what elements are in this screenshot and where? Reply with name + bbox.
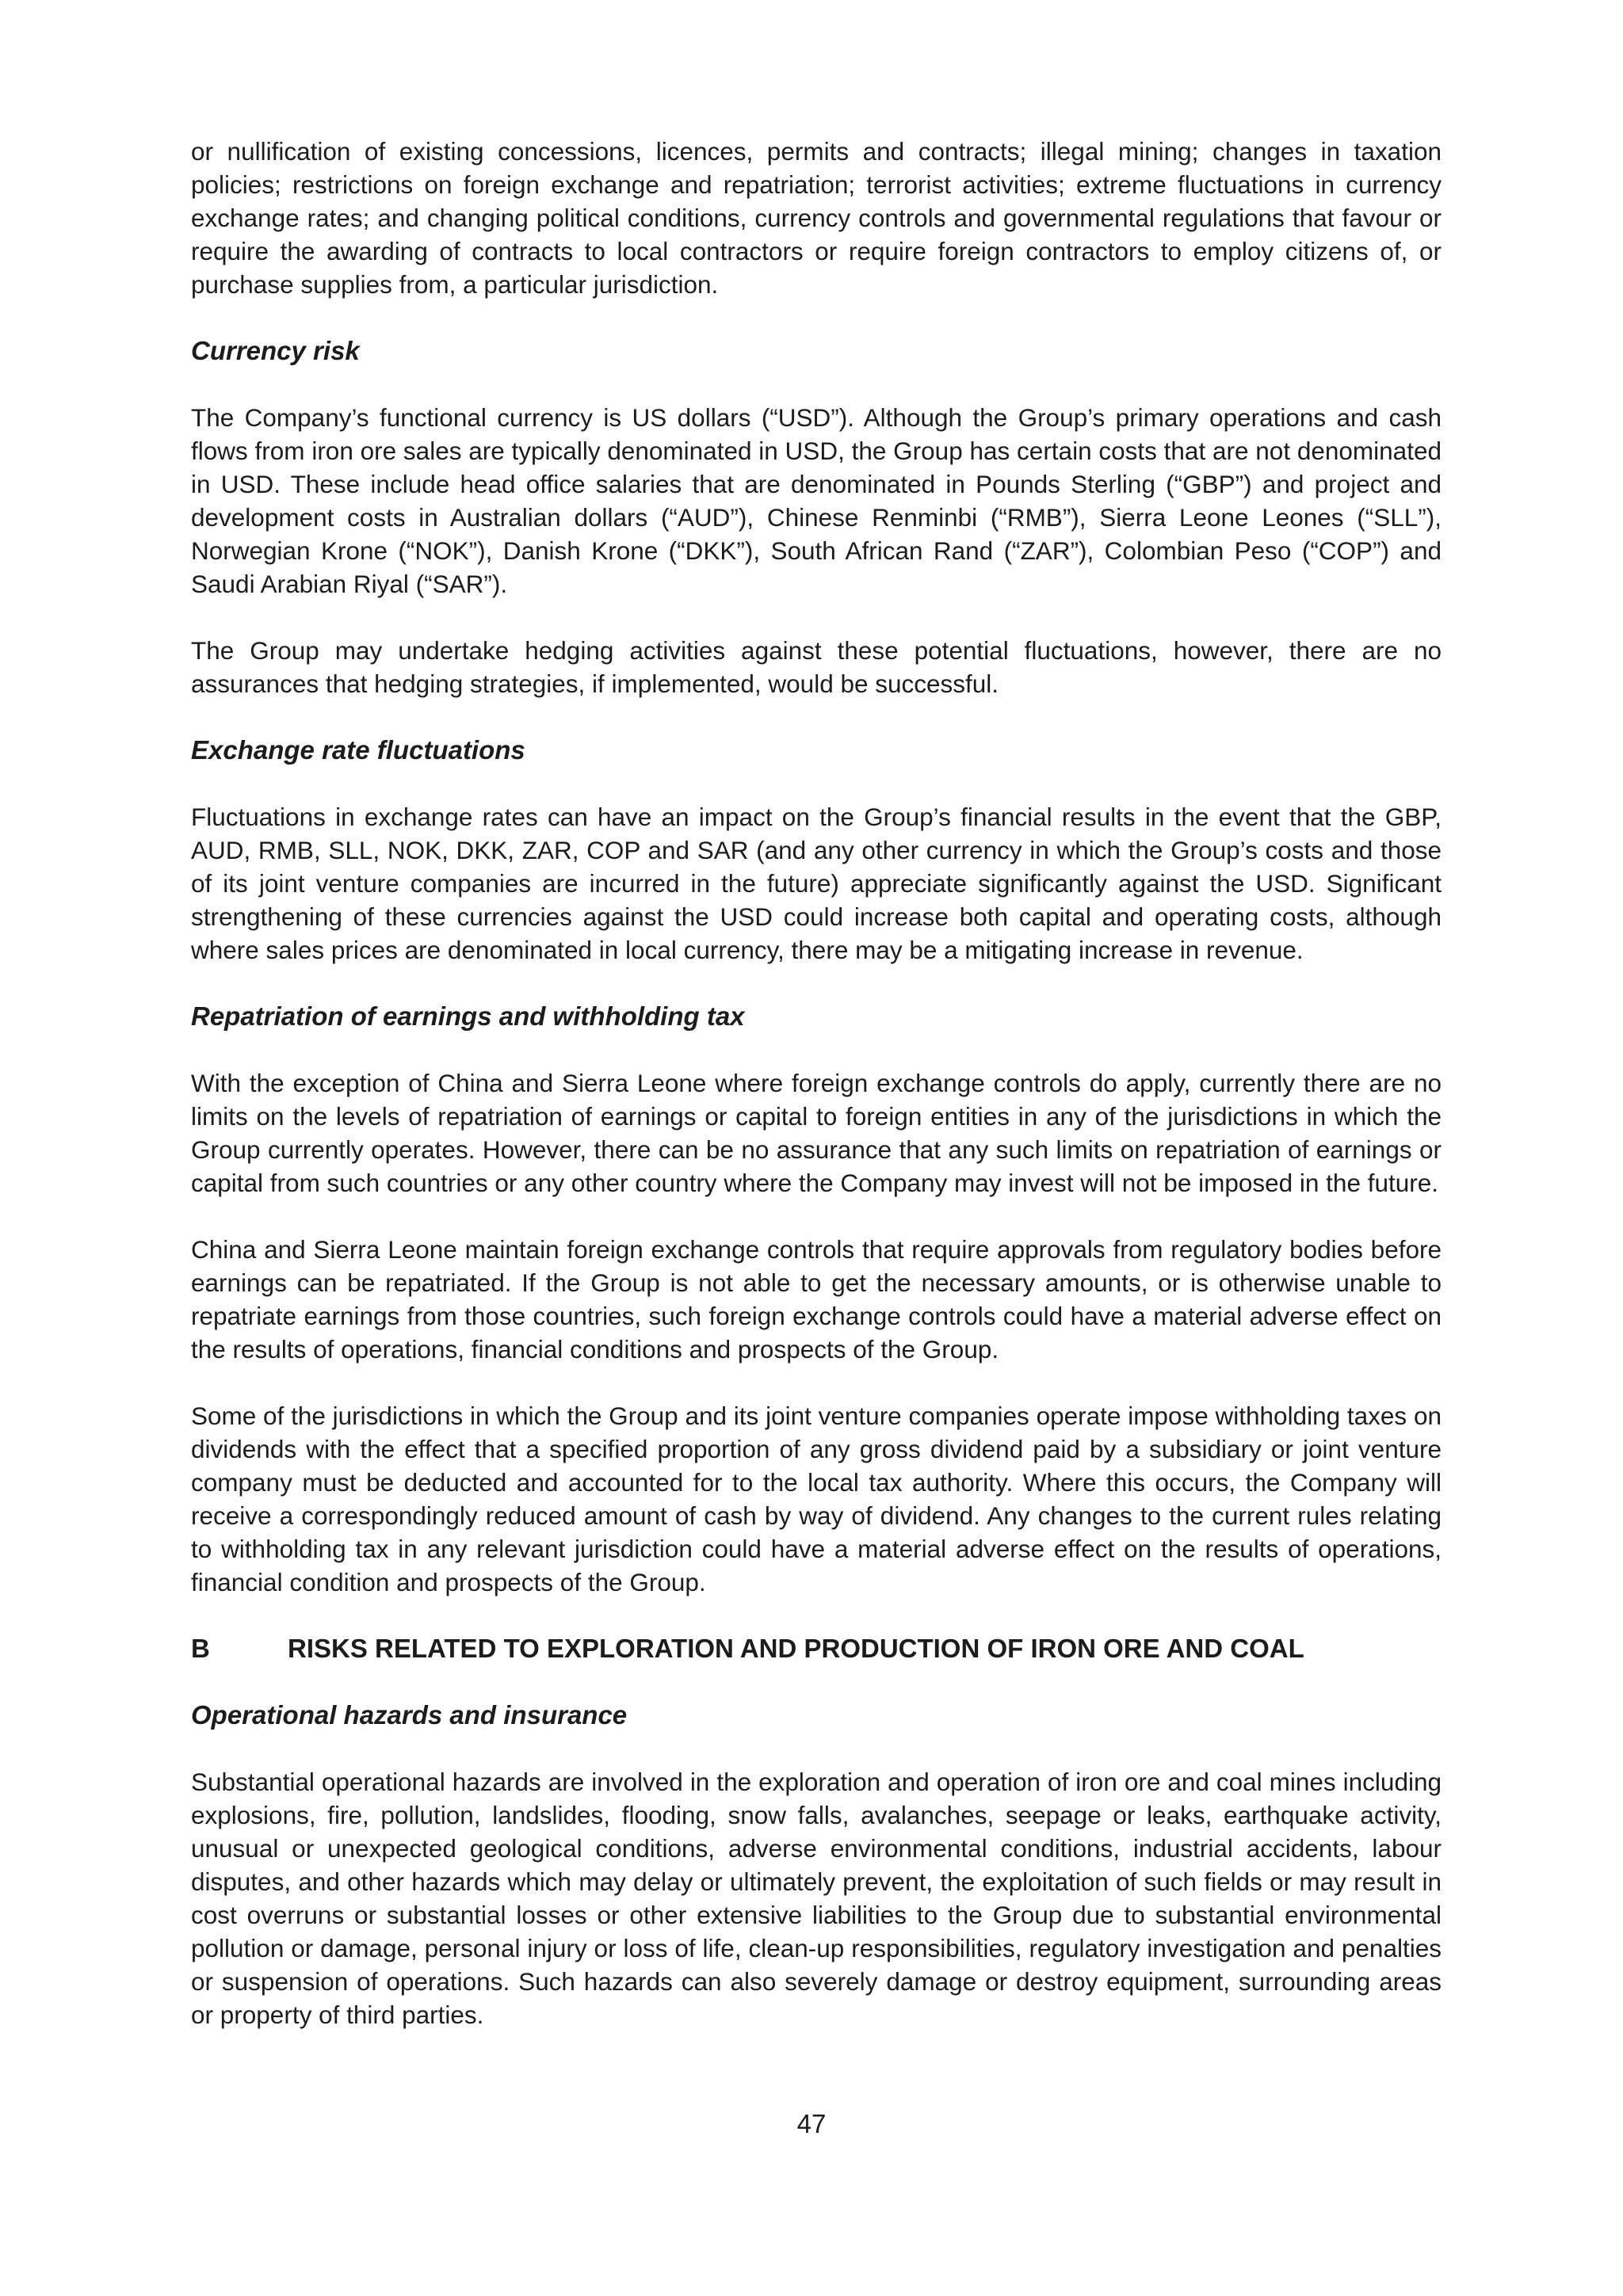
exchange-rate-paragraph: Fluctuations in exchange rates can have an impact on the Group’s financial results in the event that the GBP, AUD, RMB, SLL, NOK, DKK, ZAR, COP and SAR (and any other currency in which the Group’s costs and those of its joint venture companies are incurred in the future) appreciate significantly against the USD. Significant strengthening of these currencies against the USD could increase both capital and operating costs, although where sales prices are denominated in local currency, there may be a mitigating increase in revenue. xyxy=(191,803,1442,964)
repatriation-paragraph-3: Some of the jurisdictions in which the Group and its joint venture companies operate impose withholding taxes on dividends with the effect that a specified proportion of any gross dividend paid by a subsidiary or joint venture company must be deducted and accounted for to the local tax authority. Where this occurs, the Company will receive a correspondingly reduced amount of cash by way of dividend. Any changes to the current rules relating to withholding tax in any relevant jurisdiction could have a material adverse effect on the results of operations, financial condition and prospects of the Group. xyxy=(191,1402,1442,1596)
repatriation-paragraph-2: China and Sierra Leone maintain foreign exchange controls that require approvals from regulatory bodies before earnings can be repatriated. If the Group is not able to get the necessary amounts, or is otherwise unable to repatriate earnings from those countries, such foreign exchange controls could have a material adverse effect on the results of operations, financial conditions and prospects of the Group. xyxy=(191,1235,1442,1363)
exchange-rate-heading: Exchange rate fluctuations xyxy=(191,735,525,765)
currency-risk-heading: Currency risk xyxy=(191,336,360,365)
section-b-title: RISKS RELATED TO EXPLORATION AND PRODUCTION OF IRON ORE AND COAL xyxy=(288,1634,1304,1663)
currency-risk-paragraph-1: The Company’s functional currency is US dollars (“USD”). Although the Group’s primary operations and cash flows from iron ore sales are typically denominated in USD, the Group has certain costs that are not denominated in USD. These include head office salaries that are denominated in Pounds Sterling (“GBP”) and project and development costs in Australian dollars (“AUD”), Chinese Renminbi (“RMB”), Sierra Leone Leones (“SLL”), Norwegian Krone (“NOK”), Danish Krone (“DKK”), South African Rand (“ZAR”), Colombian Peso (“COP”) and Saudi Arabian Riyal (“SAR”). xyxy=(191,403,1442,598)
page-number: 47 xyxy=(796,2109,827,2138)
operational-hazards-heading: Operational hazards and insurance xyxy=(191,1700,628,1730)
currency-risk-paragraph-2: The Group may undertake hedging activities against these potential fluctuations, however, there are no assurances that hedging strategies, if implemented, would be successful. xyxy=(191,636,1442,698)
operational-hazards-paragraph: Substantial operational hazards are involved in the exploration and operation of iron ore and coal mines including explosions, fire, pollution, landslides, flooding, snow falls, avalanches, seepage or leaks, earthquake activity, unusual or unexpected geological conditions, adverse environmental conditions, industrial accidents, labour disputes, and other hazards which may delay or ultimately prevent, the exploitation of such fields or may result in cost overruns or substantial losses or other extensive liabilities to the Group due to substantial environmental pollution or damage, personal injury or loss of life, clean-up responsibilities, regulatory investigation and penalties or suspension of operations. Such hazards can also severely damage or destroy equipment, surrounding areas or property of third parties. xyxy=(191,1768,1442,2029)
document-page xyxy=(191,135,1442,2065)
repatriation-paragraph-1: With the exception of China and Sierra Leone where foreign exchange controls do apply, currently there are no limits on the levels of repatriation of earnings or capital to foreign entities in any of the jurisdictions in which the Group currently operates. However, there can be no assurance that any such limits on repatriation of earnings or capital from such countries or any other country where the Company may invest will not be imposed in the future. xyxy=(191,1069,1442,1197)
section-b-heading xyxy=(191,1632,1442,1665)
intro-paragraph: or nullification of existing concessions, licences, permits and contracts; illegal mining; changes in taxation policies; restrictions on foreign exchange and repatriation; terrorist activities; extreme fluctuations in currency exchange rates; and changing political conditions, currency controls and governmental regulations that favour or require the awarding of contracts to local contractors or require foreign contractors to employ citizens of, or purchase supplies from, a particular jurisdiction. xyxy=(191,137,1442,299)
repatriation-heading: Repatriation of earnings and withholding tax xyxy=(191,1001,745,1031)
section-b-letter: B xyxy=(191,1634,210,1663)
